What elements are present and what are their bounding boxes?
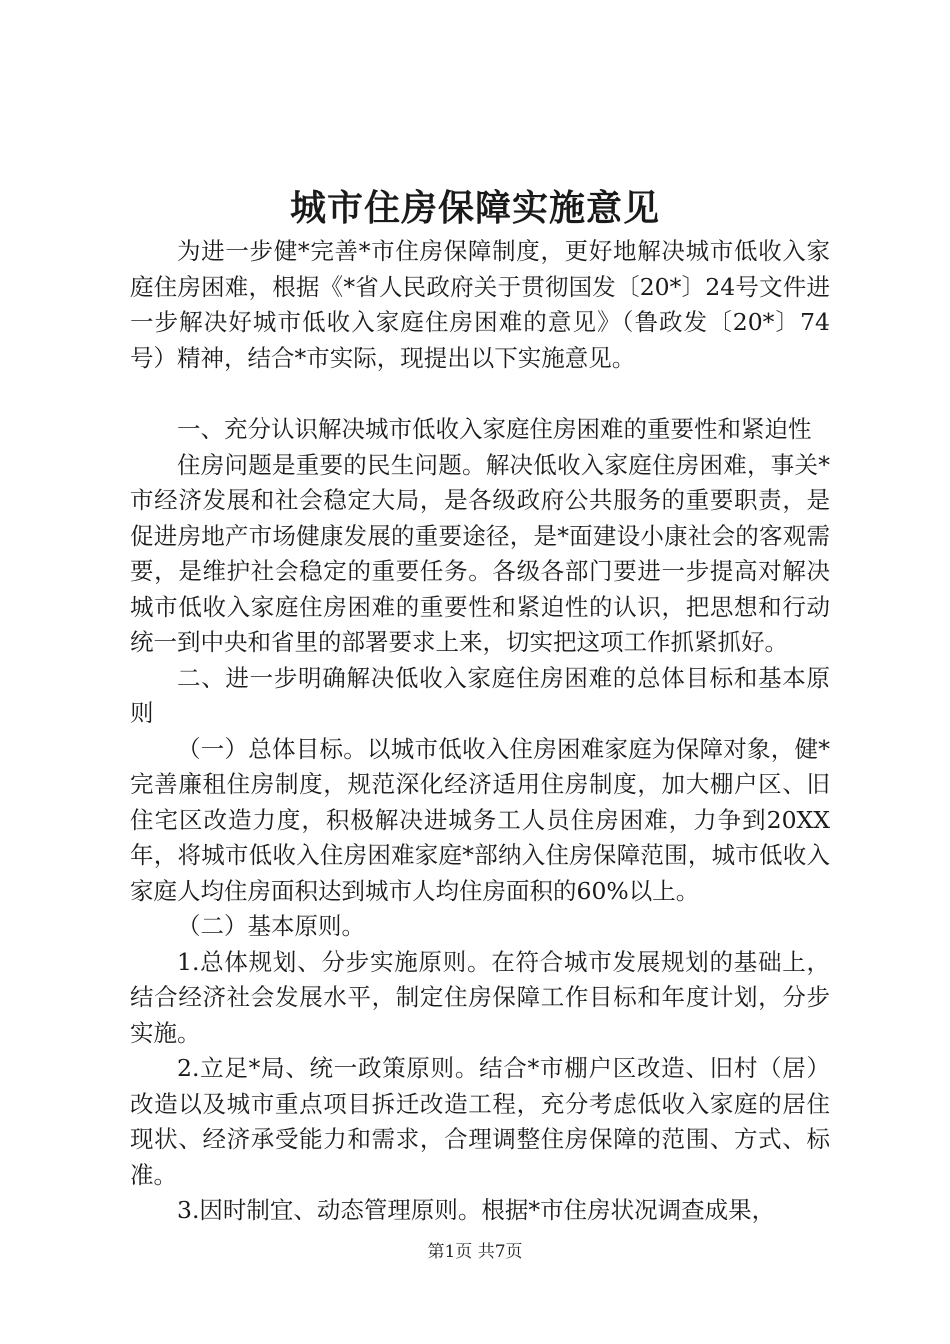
section-heading-2: 二、进一步明确解决低收入家庭住房困难的总体目标和基本原则 [130, 663, 830, 727]
list-item: 2.立足*局、统一政策原则。结合*市棚户区改造、旧村（居）改造以及城市重点项目拆迁改造工程，充分考虑低收入家庭的居住现状、经济承受能力和需求，合理调整住房保障的范围、方式、标准。 [130, 1054, 830, 1189]
list-item: 1.总体规划、分步实施原则。在符合城市发展规划的基础上，结合经济社会发展水平，制定住房保障工作目标和年度计划，分步实施。 [130, 947, 830, 1047]
sub-heading: （二）基本原则。 [177, 912, 365, 940]
paragraph-spacer [130, 376, 830, 412]
body-paragraph: （一）总体目标。以城市低收入住房困难家庭为保障对象，健*完善廉租住房制度，规范深化经济适用住房制度，加大棚户区、旧住宅区改造力度，积极解决进城务工人员住房困难，力争到20XX年，将城市低收入住房困难家庭*部纳入住房保障范围，城市低收入家庭人均住房面积达到城市人均住房面积的60%以上。 [130, 734, 830, 905]
section-heading-1: 一、充分认识解决城市低收入家庭住房困难的重要性和紧迫性 [177, 415, 812, 443]
intro-paragraph: 为进一步健*完善*市住房保障制度，更好地解决城市低收入家庭住房困难，根据《*省人民政府关于贯彻国发〔20*〕24号文件进一步解决好城市低收入家庭住房困难的意见》（鲁政发〔20*〕74号）精神，结合*市实际，现提出以下实施意见。 [130, 237, 830, 372]
page-number: 第1页 共7页 [427, 1242, 523, 1262]
body-paragraph: 住房问题是重要的民生问题。解决低收入家庭住房困难，事关*市经济发展和社会稳定大局，是各级政府公共服务的重要职责，是促进房地产市场健康发展的重要途径，是*面建设小康社会的客观需要，是维护社会稳定的重要任务。各级各部门要进一步提高对解决城市低收入家庭住房困难的重要性和紧迫性的认识，把思想和行动统一到中央和省里的部署要求上来，切实把这项工作抓紧抓好。 [130, 450, 830, 656]
document-body [130, 234, 830, 1229]
list-item: 3.因时制宜、动态管理原则。根据*市住房状况调查成果， [177, 1196, 776, 1224]
document-title: 城市住房保障实施意见 [289, 187, 660, 229]
